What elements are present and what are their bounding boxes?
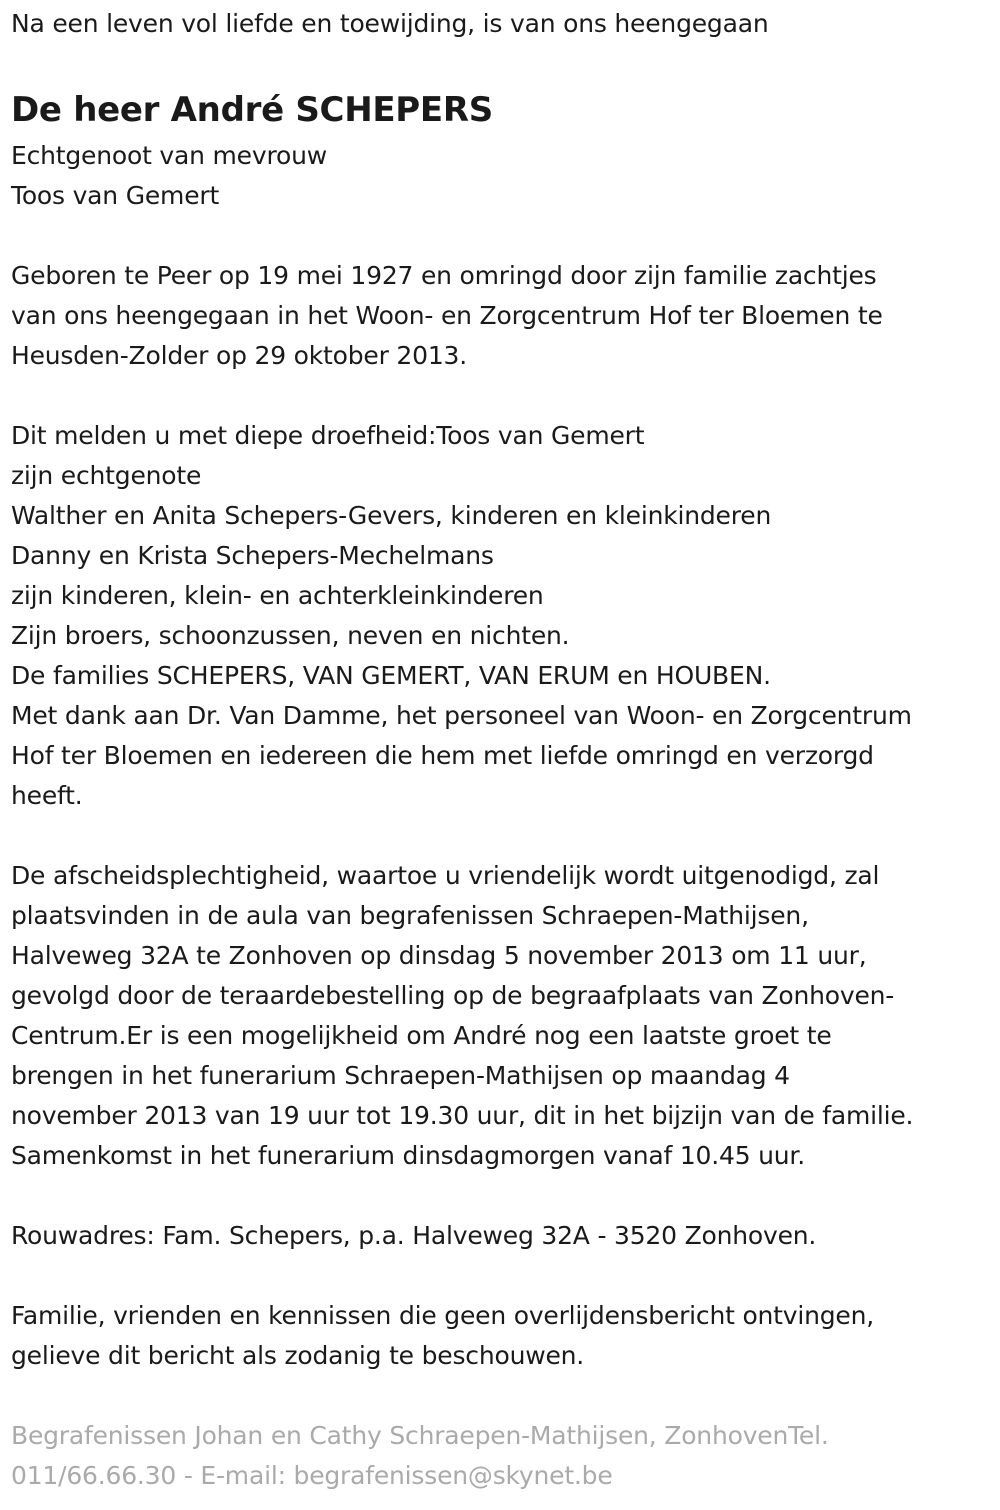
notice-line: Familie, vrienden en kennissen die geen overlijdensbericht ontvingen, bbox=[11, 1301, 875, 1330]
spacer bbox=[11, 1376, 989, 1416]
family-line: De families SCHEPERS, VAN GEMERT, VAN ERUM en HOUBEN. bbox=[11, 661, 771, 690]
ceremony-line: Halveweg 32A te Zonhoven op dinsdag 5 november 2013 om 11 uur, bbox=[11, 941, 867, 970]
footer-line: 011/66.66.30 - E-mail: begrafenissen@skynet.be bbox=[11, 1461, 613, 1490]
family-line: Danny en Krista Schepers-Mechelmans bbox=[11, 541, 494, 570]
funeral-home-footer bbox=[11, 1416, 989, 1496]
spouse-block bbox=[11, 136, 989, 216]
spacer bbox=[11, 376, 989, 416]
family-line: heeft. bbox=[11, 781, 83, 810]
mourning-address: Rouwadres: Fam. Schepers, p.a. Halveweg 32A - 3520 Zonhoven. bbox=[11, 1221, 817, 1250]
footer-line: Begrafenissen Johan en Cathy Schraepen-Mathijsen, ZonhovenTel. bbox=[11, 1421, 829, 1450]
family-line: Met dank aan Dr. Van Damme, het personeel van Woon- en Zorgcentrum bbox=[11, 701, 912, 730]
ceremony-paragraph bbox=[11, 856, 989, 1176]
family-line: Dit melden u met diepe droefheid:Toos van Gemert bbox=[11, 421, 645, 450]
spacer bbox=[11, 1256, 989, 1296]
birth-line: Geboren te Peer op 19 mei 1927 en omringd door zijn familie zachtjes bbox=[11, 261, 877, 290]
spacer bbox=[11, 816, 989, 856]
family-line: Zijn broers, schoonzussen, neven en nichten. bbox=[11, 621, 570, 650]
notice-paragraph bbox=[11, 1296, 989, 1376]
ceremony-line: Samenkomst in het funerarium dinsdagmorgen vanaf 10.45 uur. bbox=[11, 1141, 805, 1170]
spacer bbox=[11, 1176, 989, 1216]
spouse-line: Echtgenoot van mevrouw bbox=[11, 141, 327, 170]
birth-paragraph bbox=[11, 256, 989, 376]
family-line: zijn echtgenote bbox=[11, 461, 202, 490]
spacer bbox=[11, 216, 989, 256]
notice-line: gelieve dit bericht als zodanig te beschouwen. bbox=[11, 1341, 585, 1370]
ceremony-line: brengen in het funerarium Schraepen-Mathijsen op maandag 4 bbox=[11, 1061, 790, 1090]
ceremony-line: plaatsvinden in de aula van begrafenissen Schraepen-Mathijsen, bbox=[11, 901, 809, 930]
birth-line: van ons heengegaan in het Woon- en Zorgcentrum Hof ter Bloemen te bbox=[11, 301, 883, 330]
family-line: zijn kinderen, klein- en achterkleinkinderen bbox=[11, 581, 544, 610]
deceased-name: De heer André SCHEPERS bbox=[11, 90, 493, 130]
intro-text: Na een leven vol liefde en toewijding, is van ons heengegaan bbox=[11, 9, 769, 38]
family-line: Hof ter Bloemen en iedereen die hem met liefde omringd en verzorgd bbox=[11, 741, 874, 770]
family-line: Walther en Anita Schepers-Gevers, kinderen en kleinkinderen bbox=[11, 501, 772, 530]
family-paragraph bbox=[11, 416, 989, 816]
spouse-line: Toos van Gemert bbox=[11, 181, 220, 210]
ceremony-line: De afscheidsplechtigheid, waartoe u vriendelijk wordt uitgenodigd, zal bbox=[11, 861, 880, 890]
birth-line: Heusden-Zolder op 29 oktober 2013. bbox=[11, 341, 467, 370]
ceremony-line: november 2013 van 19 uur tot 19.30 uur, dit in het bijzijn van de familie. bbox=[11, 1101, 914, 1130]
ceremony-line: gevolgd door de teraardebestelling op de begraafplaats van Zonhoven- bbox=[11, 981, 895, 1010]
ceremony-line: Centrum.Er is een mogelijkheid om André nog een laatste groet te bbox=[11, 1021, 832, 1050]
